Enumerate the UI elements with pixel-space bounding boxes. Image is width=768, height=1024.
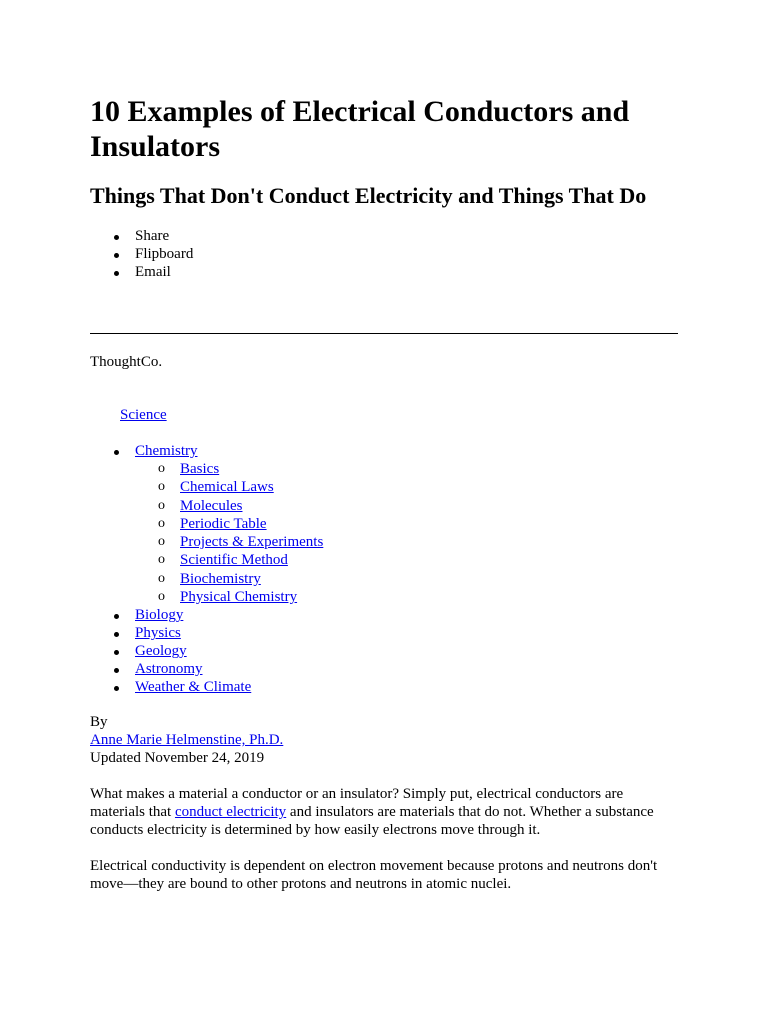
basics-link[interactable]: Basics bbox=[180, 461, 220, 477]
category-nav bbox=[90, 442, 323, 696]
nav-item-biology bbox=[90, 606, 323, 624]
subnav-item bbox=[135, 460, 323, 478]
share-item[interactable]: Share bbox=[90, 227, 193, 245]
chemistry-subnav bbox=[135, 460, 323, 606]
body-paragraph-1 bbox=[90, 785, 680, 839]
scientific-method-link[interactable]: Scientific Method bbox=[180, 552, 288, 569]
physical-chemistry-link[interactable]: Physical Chemistry bbox=[180, 589, 298, 606]
physics-link[interactable]: Physics bbox=[135, 625, 181, 642]
geology-link[interactable]: Geology bbox=[135, 643, 187, 660]
nav-item-geology bbox=[90, 642, 323, 660]
nav-item-physics bbox=[90, 624, 323, 642]
p1-text-before: What makes a material a conductor or an insulator? Simply put, electrical conductors are materials that bbox=[90, 786, 624, 820]
body-paragraph-2: Electrical conductivity is dependent on electron movement because protons and neutrons don't move—they are bound to other protons and neutrons in atomic nuclei. bbox=[90, 858, 658, 892]
weather-climate-link[interactable]: Weather & Climate bbox=[135, 679, 252, 696]
subnav-item bbox=[135, 515, 323, 533]
author-line bbox=[90, 731, 283, 749]
nav-item-weather bbox=[90, 678, 323, 696]
brand-name: ThoughtCo. bbox=[90, 354, 163, 370]
chemical-laws-link[interactable]: Chemical Laws bbox=[180, 479, 274, 496]
flipboard-item[interactable]: Flipboard bbox=[90, 245, 193, 263]
email-item[interactable]: Email bbox=[90, 263, 193, 281]
science-link[interactable]: Science bbox=[120, 407, 167, 423]
author-link[interactable]: Anne Marie Helmenstine, Ph.D. bbox=[90, 732, 284, 748]
astronomy-link[interactable]: Astronomy bbox=[135, 661, 203, 678]
p1-text-after: and insulators are materials that do not. Whether a substance conducts electricity is determined by how easily electrons move through it. bbox=[90, 804, 654, 838]
biochemistry-link[interactable]: Biochemistry bbox=[180, 570, 261, 587]
projects-experiments-link[interactable]: Projects & Experiments bbox=[180, 534, 324, 551]
chemistry-link[interactable]: Chemistry bbox=[135, 443, 198, 459]
article-subtitle: Things That Don't Conduct Electricity and Things That Do bbox=[90, 183, 647, 208]
updated-date: Updated November 24, 2019 bbox=[90, 750, 265, 766]
biology-link[interactable]: Biology bbox=[135, 607, 184, 624]
byline bbox=[90, 713, 283, 767]
nav-item-astronomy bbox=[90, 660, 323, 678]
byline-by: By bbox=[90, 714, 108, 730]
subnav-item bbox=[135, 570, 323, 588]
periodic-table-link[interactable]: Periodic Table bbox=[180, 515, 267, 532]
subnav-item bbox=[135, 551, 323, 569]
subnav-item bbox=[135, 478, 323, 496]
subnav-item bbox=[135, 588, 323, 606]
share-list bbox=[90, 227, 193, 281]
horizontal-divider bbox=[90, 333, 678, 334]
conduct-electricity-link[interactable]: conduct electricity bbox=[174, 804, 287, 820]
subnav-item bbox=[135, 497, 323, 515]
molecules-link[interactable]: Molecules bbox=[180, 497, 243, 514]
subnav-item bbox=[135, 533, 323, 551]
science-link-wrapper bbox=[120, 406, 167, 424]
article-title: 10 Examples of Electrical Conductors and Insulators bbox=[90, 95, 630, 163]
nav-item-chemistry bbox=[90, 442, 323, 606]
